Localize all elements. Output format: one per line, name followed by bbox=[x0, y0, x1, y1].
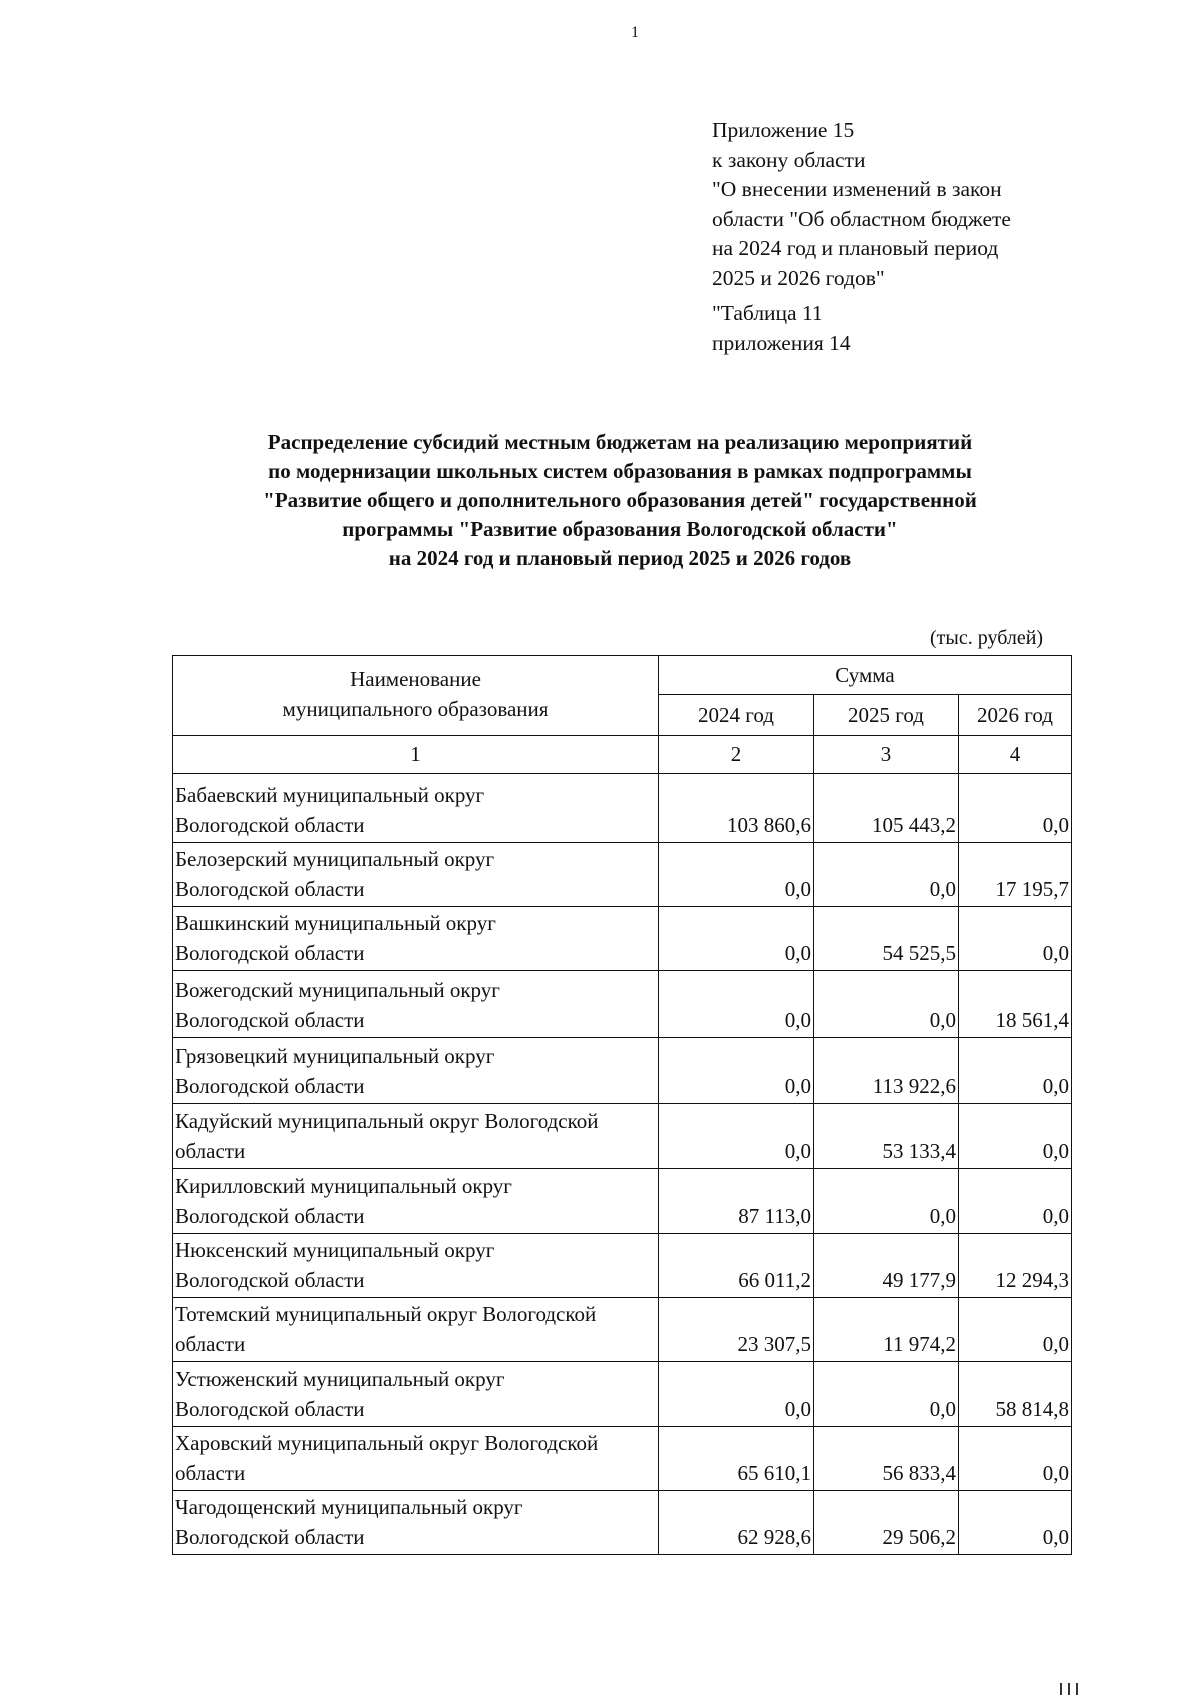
appendix-line: "Таблица 11 bbox=[712, 301, 823, 325]
table-row bbox=[173, 1491, 1072, 1555]
name-line: области bbox=[175, 1461, 246, 1485]
value-2026: 18 561,4 bbox=[959, 971, 1072, 1038]
header-name-line: муниципального образования bbox=[282, 697, 549, 721]
name-line: Кирилловский муниципальный округ bbox=[175, 1174, 512, 1198]
value-2025: 54 525,5 bbox=[814, 907, 959, 971]
table-row bbox=[173, 1169, 1072, 1234]
name-line: Устюженский муниципальный округ bbox=[175, 1367, 505, 1391]
header-2026: 2026 год bbox=[959, 695, 1072, 736]
value-2026: 0,0 bbox=[959, 1298, 1072, 1362]
title-line: программы "Развитие образования Вологодской области" bbox=[342, 517, 898, 541]
value-2024: 23 307,5 bbox=[659, 1298, 814, 1362]
table-row bbox=[173, 774, 1072, 843]
value-2026: 0,0 bbox=[959, 1104, 1072, 1169]
subsidy-table bbox=[172, 655, 1072, 1555]
value-2026: 58 814,8 bbox=[959, 1362, 1072, 1427]
appendix-line: "О внесении изменений в закон bbox=[712, 177, 1002, 201]
municipality-name bbox=[173, 1234, 659, 1298]
table-row bbox=[173, 971, 1072, 1038]
value-2024: 0,0 bbox=[659, 1104, 814, 1169]
value-2026: 0,0 bbox=[959, 1427, 1072, 1491]
column-numbers-row bbox=[173, 736, 1072, 774]
name-line: Грязовецкий муниципальный округ bbox=[175, 1044, 495, 1068]
value-2025: 53 133,4 bbox=[814, 1104, 959, 1169]
name-line: области bbox=[175, 1332, 246, 1356]
value-2025: 0,0 bbox=[814, 971, 959, 1038]
title-line: по модернизации школьных систем образования в рамках подпрограммы bbox=[268, 459, 972, 483]
appendix-line: приложения 14 bbox=[712, 330, 851, 355]
appendix-line: к закону области bbox=[712, 147, 866, 172]
value-2026: 0,0 bbox=[959, 1169, 1072, 1234]
table-row bbox=[173, 1362, 1072, 1427]
title-line: "Развитие общего и дополнительного образования детей" государственной bbox=[263, 488, 977, 512]
name-line: Вологодской области bbox=[175, 941, 365, 965]
page-number: 1 bbox=[631, 24, 639, 41]
appendix-line: на 2024 год и плановый период bbox=[712, 236, 999, 260]
name-line: Вологодской области bbox=[175, 1074, 365, 1098]
name-line: Бабаевский муниципальный округ bbox=[175, 783, 485, 807]
name-line: Вологодской области bbox=[175, 1204, 365, 1228]
value-2024: 0,0 bbox=[659, 1038, 814, 1104]
name-line: Вологодской области bbox=[175, 1268, 365, 1292]
column-number: 3 bbox=[814, 736, 959, 774]
header-sum: Сумма bbox=[659, 656, 1072, 695]
name-line: Белозерский муниципальный округ bbox=[175, 847, 495, 871]
appendix-line: 2025 и 2026 годов" bbox=[712, 265, 885, 290]
scan-mark bbox=[1076, 1683, 1078, 1695]
municipality-name bbox=[173, 907, 659, 971]
appendix-line: Приложение 15 bbox=[712, 118, 855, 142]
table-row bbox=[173, 1104, 1072, 1169]
value-2025: 0,0 bbox=[814, 1169, 959, 1234]
municipality-name bbox=[173, 1298, 659, 1362]
municipality-name bbox=[173, 1362, 659, 1427]
header-2025: 2025 год bbox=[814, 695, 959, 736]
value-2026: 17 195,7 bbox=[959, 843, 1072, 907]
municipality-name bbox=[173, 1038, 659, 1104]
value-2024: 66 011,2 bbox=[659, 1234, 814, 1298]
municipality-name bbox=[173, 843, 659, 907]
value-2026: 0,0 bbox=[959, 1038, 1072, 1104]
value-2025: 29 506,2 bbox=[814, 1491, 959, 1555]
municipality-name bbox=[173, 1427, 659, 1491]
header-name-cell bbox=[173, 656, 659, 736]
value-2025: 49 177,9 bbox=[814, 1234, 959, 1298]
value-2024: 62 928,6 bbox=[659, 1491, 814, 1555]
value-2024: 103 860,6 bbox=[659, 774, 814, 843]
title-line: Распределение субсидий местным бюджетам на реализацию мероприятий bbox=[267, 430, 973, 454]
municipality-name bbox=[173, 774, 659, 843]
name-line: Вожегодский муниципальный округ bbox=[175, 978, 500, 1002]
value-2024: 87 113,0 bbox=[659, 1169, 814, 1234]
name-line: Вологодской области bbox=[175, 1397, 365, 1421]
table-row bbox=[173, 1234, 1072, 1298]
name-line: Вологодской области bbox=[175, 813, 365, 837]
table-row bbox=[173, 843, 1072, 907]
municipality-name bbox=[173, 1169, 659, 1234]
name-line: Вологодской области bbox=[175, 877, 365, 901]
table-row bbox=[173, 1427, 1072, 1491]
units-label: (тыс. рублей) bbox=[930, 627, 1044, 649]
value-2025: 113 922,6 bbox=[814, 1038, 959, 1104]
column-number: 1 bbox=[173, 736, 659, 774]
name-line: Кадуйский муниципальный округ Вологодской bbox=[175, 1109, 599, 1133]
table-row bbox=[173, 1038, 1072, 1104]
name-line: области bbox=[175, 1139, 246, 1163]
header-2024: 2024 год bbox=[659, 695, 814, 736]
value-2025: 0,0 bbox=[814, 843, 959, 907]
table-row bbox=[173, 907, 1072, 971]
name-line: Чагодощенский муниципальный округ bbox=[175, 1495, 523, 1519]
scan-mark bbox=[1060, 1683, 1062, 1695]
value-2024: 0,0 bbox=[659, 1362, 814, 1427]
municipality-name bbox=[173, 1491, 659, 1555]
value-2024: 0,0 bbox=[659, 907, 814, 971]
value-2026: 12 294,3 bbox=[959, 1234, 1072, 1298]
value-2026: 0,0 bbox=[959, 1491, 1072, 1555]
scan-edge-marks bbox=[1060, 1682, 1120, 1696]
value-2025: 105 443,2 bbox=[814, 774, 959, 843]
name-line: Вологодской области bbox=[175, 1525, 365, 1549]
appendix-note bbox=[712, 116, 1011, 358]
name-line: Вашкинский муниципальный округ bbox=[175, 911, 496, 935]
value-2024: 0,0 bbox=[659, 843, 814, 907]
document-title bbox=[150, 428, 1090, 573]
scan-mark bbox=[1068, 1683, 1070, 1695]
name-line: Харовский муниципальный округ Вологодской bbox=[175, 1431, 599, 1455]
column-number: 2 bbox=[659, 736, 814, 774]
table-row bbox=[173, 1298, 1072, 1362]
municipality-name bbox=[173, 1104, 659, 1169]
name-line: Вологодской области bbox=[175, 1008, 365, 1032]
column-number: 4 bbox=[959, 736, 1072, 774]
municipality-name bbox=[173, 971, 659, 1038]
value-2025: 56 833,4 bbox=[814, 1427, 959, 1491]
title-line: на 2024 год и плановый период 2025 и 2026 годов bbox=[388, 546, 852, 570]
header-name-line: Наименование bbox=[350, 667, 481, 691]
value-2026: 0,0 bbox=[959, 774, 1072, 843]
value-2026: 0,0 bbox=[959, 907, 1072, 971]
name-line: Тотемский муниципальный округ Вологодской bbox=[175, 1302, 597, 1326]
value-2025: 11 974,2 bbox=[814, 1298, 959, 1362]
value-2025: 0,0 bbox=[814, 1362, 959, 1427]
name-line: Нюксенский муниципальный округ bbox=[175, 1238, 495, 1262]
value-2024: 65 610,1 bbox=[659, 1427, 814, 1491]
appendix-line: области "Об областном бюджете bbox=[712, 206, 1011, 231]
value-2024: 0,0 bbox=[659, 971, 814, 1038]
